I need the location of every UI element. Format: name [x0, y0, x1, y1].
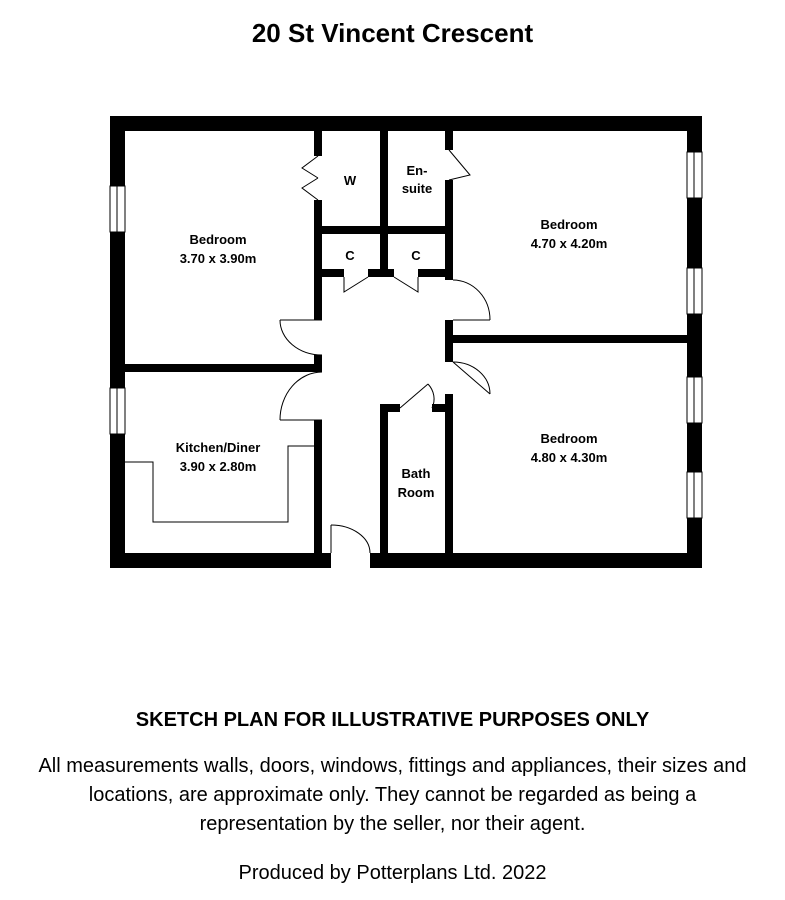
bathroom-label-line2: Room [397, 485, 435, 500]
bedroom2-size: 4.70 x 4.20m [530, 236, 608, 251]
producer-credit: Produced by Potterplans Ltd. 2022 [238, 862, 547, 884]
kitchen-size: 3.90 x 2.80m [179, 459, 257, 474]
ensuite-label-line1: En- [406, 163, 428, 178]
disclaimer-body: All measurements walls, doors, windows, fittings and appliances, their sizes and locations, are approximate only. They cannot be regarded as being a representation by the seller, nor their agent. [38, 755, 747, 835]
bedroom2-name: Bedroom [540, 217, 598, 232]
bathroom-label-line1: Bath [401, 466, 431, 481]
kitchen-name: Kitchen/Diner [175, 440, 261, 455]
bedroom3-size: 4.80 x 4.30m [530, 450, 608, 465]
cupboard1-label: C [345, 248, 355, 263]
wardrobe-label: W [343, 173, 357, 188]
room-labels [176, 163, 608, 500]
kitchen-counter [125, 446, 314, 522]
cupboard2-label: C [411, 248, 421, 263]
bedroom1-name: Bedroom [189, 232, 247, 247]
disclaimer-heading: SKETCH PLAN FOR ILLUSTRATIVE PURPOSES ONLY [135, 709, 650, 731]
bedroom3-name: Bedroom [540, 431, 598, 446]
plan-title: 20 St Vincent Crescent [251, 18, 534, 48]
ensuite-label-line2: suite [401, 181, 433, 196]
bedroom1-size: 3.70 x 3.90m [179, 251, 257, 266]
